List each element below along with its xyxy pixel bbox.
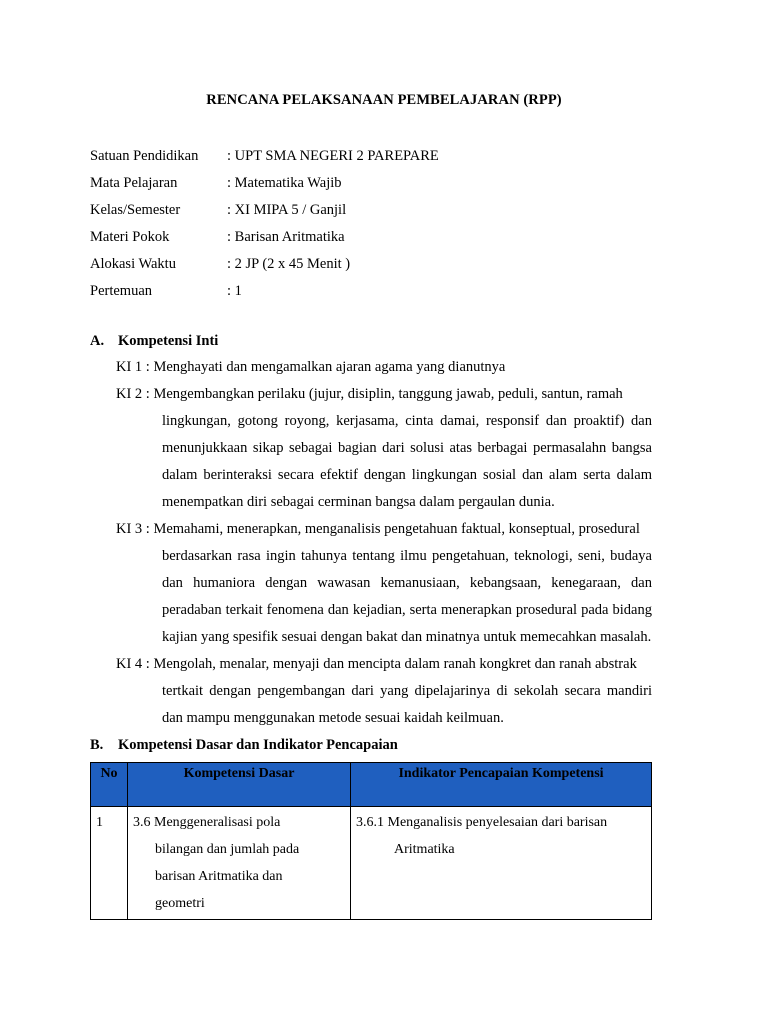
identity-row [90,173,439,200]
identity-row [90,281,439,308]
table-header-row [91,763,652,807]
identity-value: : XI MIPA 5 / Ganjil [227,202,347,218]
identity-value: : UPT SMA NEGERI 2 PAREPARE [227,148,439,164]
cell-indikator [351,807,652,920]
ki-item [116,354,652,381]
identity-block [90,146,439,308]
identity-row [90,227,439,254]
section-letter: A. [90,333,105,349]
identity-row [90,200,439,227]
identity-label: Materi Pokok [90,229,170,245]
ipk-text: 3.6.1 Menganalisis penyelesaian dari barisan [356,815,608,830]
kd-text: 3.6 Menggeneralisasi pola [133,815,281,830]
column-header-ipk: Indikator Pencapaian Kompetensi [351,763,652,807]
ki-text: KI 1 : Menghayati dan mengamalkan ajaran agama yang dianutnya [116,359,506,375]
kd-text: barisan Aritmatika dan [155,869,283,884]
ki-item [116,651,652,732]
ki-item [116,516,652,651]
column-header-no: No [91,763,128,807]
ipk-text: Aritmatika [394,842,455,857]
kompetensi-table [90,762,652,920]
identity-label: Pertemuan [90,283,153,299]
kd-text: geometri [155,896,205,911]
ki-text: KI 3 : Memahami, menerapkan, menganalisis pengetahuan faktual, konseptual, prosedural [116,521,640,537]
identity-value: : 2 JP (2 x 45 Menit ) [227,256,351,272]
table-row [91,807,652,920]
section-title: Kompetensi Inti [118,333,219,349]
section-b-heading [90,737,398,754]
ki-continuation: tertkait dengan pengembangan dari yang dipelajarinya di sekolah secara mandiri dan mampu menggunakan metode sesuai kaidah keilmuan. [162,683,652,726]
ki-item [116,381,652,516]
identity-label: Mata Pelajaran [90,175,178,191]
identity-row [90,254,439,281]
section-a-heading [90,333,218,350]
kompetensi-inti-list [116,354,652,732]
ki-continuation: lingkungan, gotong royong, kerjasama, cinta damai, responsif dan proaktif) dan menunjukkaan sikap sebagai bagian dari solusi atas berbagai permasalahn bangsa dalam berinteraksi secara efektif dengan lingkungan sosial dan alam serta dalam menempatkan diri sebagai cerminan bangsa dalam pergaulan dunia. [162,413,652,510]
ki-text: KI 4 : Mengolah, menalar, menyaji dan mencipta dalam ranah kongkret dan ranah abstrak [116,656,637,672]
ki-text: KI 2 : Mengembangkan perilaku (jujur, disiplin, tanggung jawab, peduli, santun, ramah [116,386,623,402]
identity-label: Alokasi Waktu [90,256,176,272]
document-title: RENCANA PELAKSANAAN PEMBELAJARAN (RPP) [206,92,562,108]
kd-text: bilangan dan jumlah pada [155,842,300,857]
identity-label: Kelas/Semester [90,202,181,218]
ki-continuation: berdasarkan rasa ingin tahunya tentang ilmu pengetahuan, teknologi, seni, budaya dan humaniora dengan wawasan kemanusiaan, kebangsaan, kenegaraan, dan peradaban terkait fenomena dan kejadian, serta menerapkan prosedural pada bidang kajian yang spesifik sesuai dengan bakat dan minatnya untuk memecahkan masalah. [162,548,652,645]
section-letter: B. [90,737,104,753]
identity-value: : Matematika Wajib [227,175,342,191]
identity-value: : Barisan Aritmatika [227,229,345,245]
identity-value: : 1 [227,283,242,299]
identity-label: Satuan Pendidikan [90,148,199,164]
identity-row [90,146,439,173]
column-header-kd: Kompetensi Dasar [128,763,351,807]
cell-no: 1 [91,807,128,920]
section-title: Kompetensi Dasar dan Indikator Pencapaian [118,737,398,753]
cell-kompetensi-dasar [128,807,351,920]
